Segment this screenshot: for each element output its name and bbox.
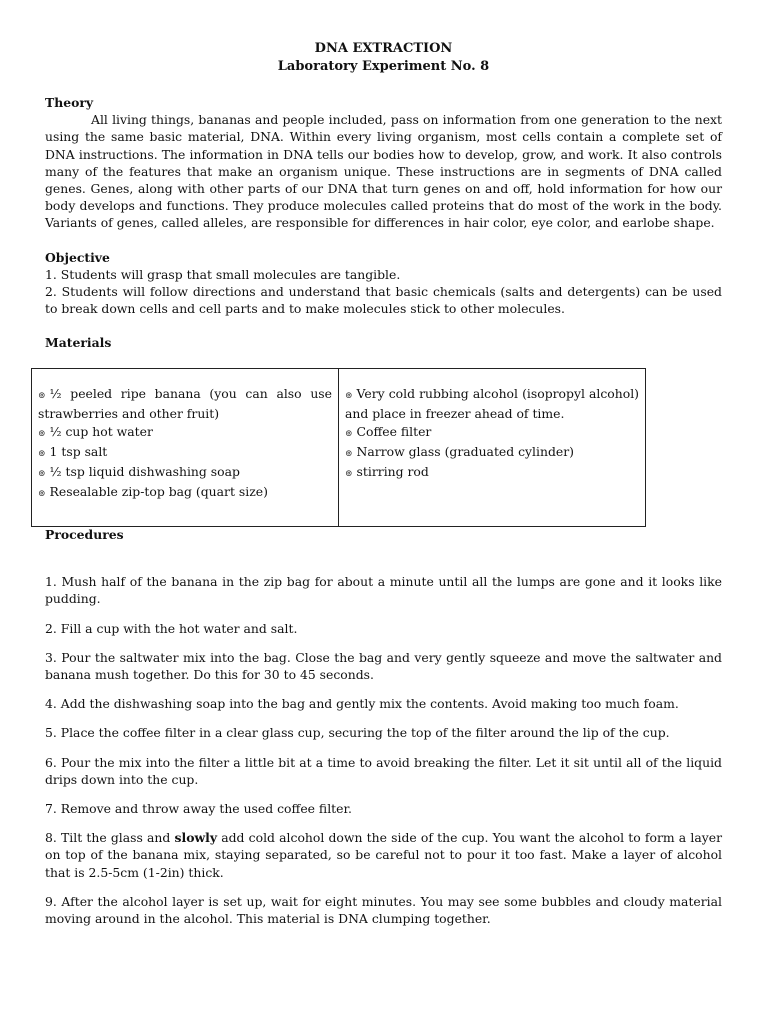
material-item: ⊚ stirring rod <box>345 464 429 479</box>
materials-table <box>31 368 646 527</box>
materials-left-column <box>32 369 339 527</box>
material-item: ⊚ Narrow glass (graduated cylinder) <box>345 444 574 459</box>
procedure-step: 8. Tilt the glass and slowly add cold alcohol down the side of the cup. You want the alcohol to form a layer on top of the banana mix, staying separated, so be careful not to pour it too fast. Make a layer of alcohol that is 2.5-5cm (1-2in) thick. <box>45 830 722 880</box>
material-item: ⊚ 1 tsp salt <box>38 444 108 459</box>
materials-heading: Materials <box>45 335 112 351</box>
theory-heading: Theory <box>45 95 94 110</box>
swirl-bullet-icon: ⊚ <box>345 391 353 401</box>
procedure-step: 7. Remove and throw away the used coffee filter. <box>45 801 352 817</box>
material-item: ⊚ ½ cup hot water <box>38 424 153 439</box>
swirl-bullet-icon: ⊚ <box>345 429 353 439</box>
swirl-bullet-icon: ⊚ <box>38 489 46 499</box>
swirl-bullet-icon: ⊚ <box>38 429 46 439</box>
swirl-bullet-icon: ⊚ <box>38 449 46 459</box>
procedure-step: 6. Pour the mix into the filter a little bit at a time to avoid breaking the filter. Let it sit until all of the liquid drips down into the cup. <box>45 754 722 787</box>
theory-paragraph: All living things, bananas and people included, pass on information from one generation to the next using the same basic material, DNA. Within every living organism, most cells contain a complete set of DNA instructions. The information in DNA tells our bodies how to develop, grow, and work. It also controls many of the features that make an organism unique. These instructions are in segments of DNA called genes. Genes, along with other parts of our DNA that turn genes on and off, hold information for how our body develops and functions. They produce molecules called proteins that do most of the work in the body. Variants of genes, called alleles, are responsible for differences in hair color, eye color, and earlobe shape. <box>45 112 722 231</box>
material-item: ⊚ Coffee filter <box>345 424 432 439</box>
material-item: ⊚ Very cold rubbing alcohol (isopropyl alcohol) and place in freezer ahead of time. <box>345 386 639 421</box>
swirl-bullet-icon: ⊚ <box>345 449 353 459</box>
material-item: ⊚ Resealable zip-top bag (quart size) <box>38 484 268 499</box>
swirl-bullet-icon: ⊚ <box>345 469 353 479</box>
procedure-step: 1. Mush half of the banana in the zip bag for about a minute until all the lumps are gone and it looks like pudding. <box>45 574 722 607</box>
swirl-bullet-icon: ⊚ <box>38 391 46 401</box>
swirl-bullet-icon: ⊚ <box>38 469 46 479</box>
material-item: ⊚ ½ tsp liquid dishwashing soap <box>38 464 240 479</box>
procedure-step: 9. After the alcohol layer is set up, wait for eight minutes. You may see some bubbles and cloudy material moving around in the alcohol. This material is DNA clumping together. <box>45 893 722 927</box>
procedure-step: 5. Place the coffee filter in a clear glass cup, securing the top of the filter around the lip of the cup. <box>45 725 670 741</box>
procedure-step: 3. Pour the saltwater mix into the bag. Close the bag and very gently squeeze and move the saltwater and banana mush together. Do this for 30 to 45 seconds. <box>45 649 722 683</box>
objective-item: 2. Students will follow directions and understand that basic chemicals (salts and detergents) can be used to break down cells and cell parts and to make molecules stick to other molecules. <box>45 284 722 317</box>
procedure-step: 2. Fill a cup with the hot water and salt. <box>45 620 298 636</box>
procedure-step: 4. Add the dishwashing soap into the bag and gently mix the contents. Avoid making too much foam. <box>45 696 679 712</box>
material-item: ⊚ ½ peeled ripe banana (you can also use strawberries and other fruit) <box>38 386 332 421</box>
procedures-heading: Procedures <box>45 527 124 542</box>
document-title: DNA EXTRACTION <box>314 41 453 56</box>
materials-right-column <box>339 369 646 527</box>
objective-item: 1. Students will grasp that small molecules are tangible. <box>45 266 401 282</box>
document-page <box>38 40 722 927</box>
objective-heading: Objective <box>45 249 110 265</box>
procedures-section <box>45 526 722 939</box>
document-subtitle: Laboratory Experiment No. 8 <box>277 59 490 74</box>
emphasis-slowly: slowly <box>174 830 218 846</box>
